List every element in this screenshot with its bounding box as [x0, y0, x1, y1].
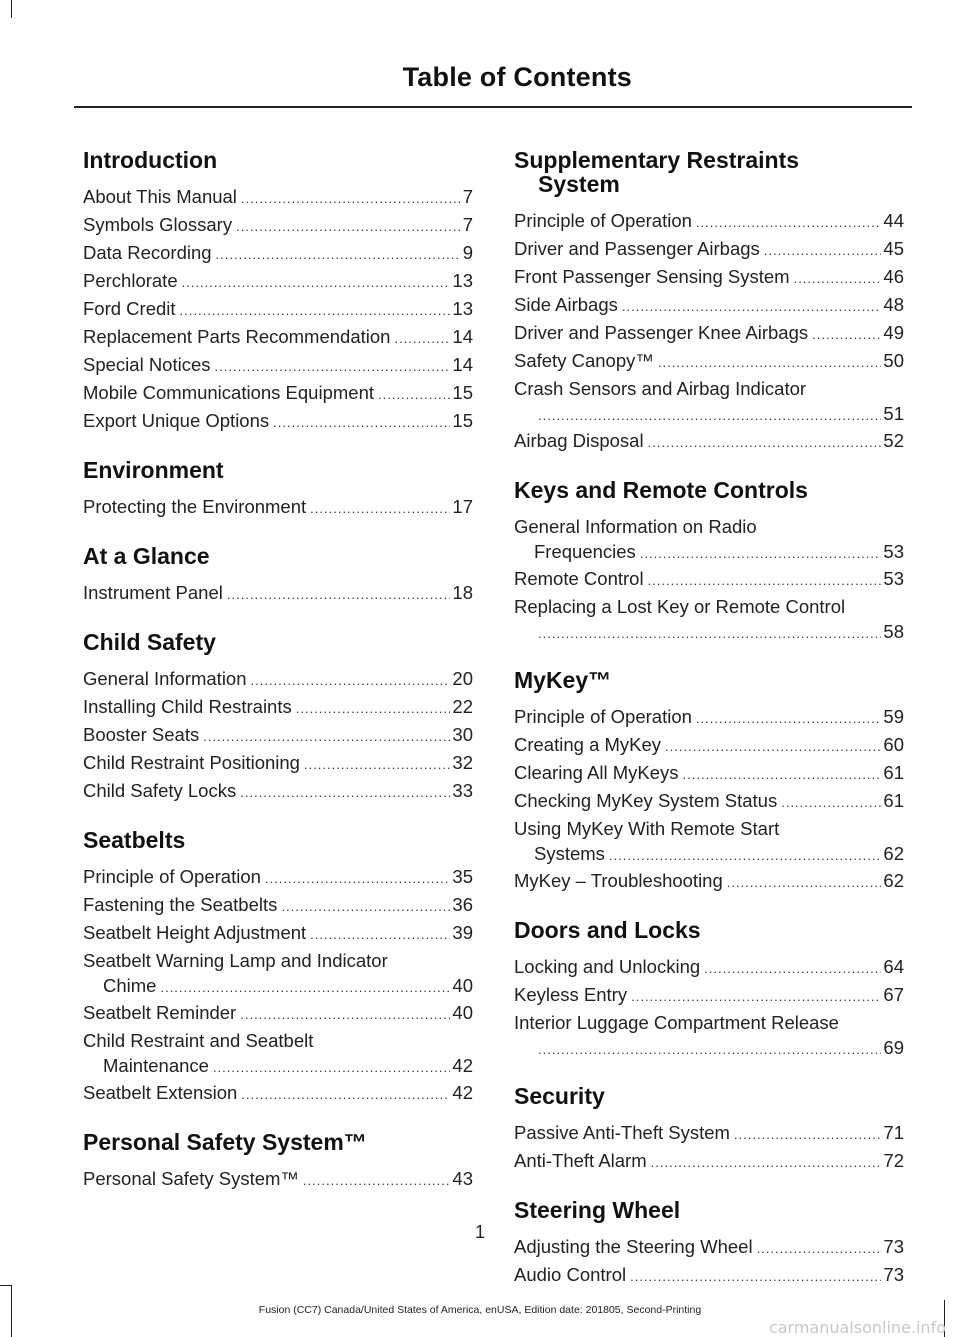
toc-entry-label: Fastening the Seatbelts: [83, 894, 278, 915]
toc-entry-page: 39: [452, 922, 473, 943]
dot-leader: [727, 870, 882, 896]
toc-section: [83, 828, 473, 1108]
dot-leader: [296, 696, 451, 722]
toc-entry-label: Crash Sensors and Airbag Indicator: [514, 378, 807, 399]
dot-leader: [538, 622, 881, 646]
dot-leader: [538, 404, 881, 428]
toc-entry-page: 64: [883, 956, 904, 977]
toc-entry-label: Safety Canopy™: [514, 350, 654, 371]
section-heading-text: MyKey™: [514, 667, 612, 693]
dot-leader: [764, 238, 882, 264]
toc-entry-label: Seatbelt Warning Lamp and Indicator: [83, 950, 388, 971]
toc-entry[interactable]: [514, 376, 904, 428]
section-heading-text: Doors and Locks: [514, 917, 701, 943]
toc-entry[interactable]: [514, 982, 904, 1010]
toc-entry-page: 48: [883, 294, 904, 315]
section-heading: [514, 918, 904, 942]
toc-entry-page: 40: [452, 975, 473, 996]
toc-entry[interactable]: [83, 694, 473, 722]
dot-leader: [538, 1038, 881, 1062]
toc-section: [514, 918, 904, 1062]
toc-entry[interactable]: [83, 778, 473, 806]
toc-entry[interactable]: [514, 954, 904, 982]
toc-entry-label: Keyless Entry: [514, 984, 628, 1005]
dot-leader: [812, 322, 881, 348]
dot-leader: [240, 780, 450, 806]
toc-entry-label: Principle of Operation: [514, 210, 692, 231]
toc-entry-label: Creating a MyKey: [514, 734, 662, 755]
dot-leader: [378, 382, 450, 408]
section-heading-text: Environment: [83, 457, 224, 483]
toc-entry-page: 52: [883, 430, 904, 451]
dot-leader: [696, 210, 882, 236]
section-heading: [514, 148, 904, 196]
footer-edition-text: Fusion (CC7) Canada/United States of America, enUSA, Edition date: 201805, Second-Printing: [258, 1304, 702, 1316]
toc-entry-continuation: [83, 974, 473, 1000]
toc-entry-label-cont: Systems: [534, 843, 605, 864]
toc-entry[interactable]: [83, 324, 473, 352]
toc-entry-page: 62: [883, 870, 904, 891]
toc-entry-page: 42: [452, 1082, 473, 1103]
toc-entry-label: Audio Control: [514, 1264, 627, 1285]
dot-leader: [310, 922, 450, 948]
toc-entry[interactable]: [83, 268, 473, 296]
toc-entry-label: About This Manual: [83, 186, 237, 207]
toc-entry-continuation: [514, 1036, 904, 1062]
toc-entry[interactable]: [514, 732, 904, 760]
toc-entry[interactable]: [514, 320, 904, 348]
section-heading: [83, 630, 473, 654]
crop-mark-top-left: [11, 0, 12, 18]
toc-entry-page: 15: [452, 382, 473, 403]
toc-entry-page: 36: [452, 894, 473, 915]
toc-entry-label: Clearing All MyKeys: [514, 762, 679, 783]
toc-entry-page: 7: [462, 214, 473, 235]
toc-entry-label: Anti-Theft Alarm: [514, 1150, 647, 1171]
toc-entry-label: Special Notices: [83, 354, 211, 375]
dot-leader: [241, 1082, 450, 1108]
toc-entry-label: Booster Seats: [83, 724, 200, 745]
toc-entry[interactable]: [83, 212, 473, 240]
section-heading-text: Personal Safety System™: [83, 1129, 367, 1155]
section-heading: [83, 828, 473, 852]
toc-entry-page: 46: [883, 266, 904, 287]
toc-entry[interactable]: [83, 948, 473, 1000]
toc-left-column: [83, 148, 473, 1216]
toc-entry-label: Principle of Operation: [83, 866, 261, 887]
toc-section: [83, 148, 473, 436]
toc-entry-label-cont: Maintenance: [103, 1055, 209, 1076]
toc-section: [514, 1198, 904, 1290]
toc-section: [83, 1130, 473, 1194]
toc-entry[interactable]: [514, 760, 904, 788]
toc-entry-page: 71: [883, 1122, 904, 1143]
toc-entry-continuation: [514, 620, 904, 646]
toc-entry-label: Airbag Disposal: [514, 430, 644, 451]
toc-entry[interactable]: [514, 348, 904, 376]
toc-entry-label: Seatbelt Height Adjustment: [83, 922, 307, 943]
toc-entry-label: Driver and Passenger Knee Airbags: [514, 322, 809, 343]
toc-entry-label: Interior Luggage Compartment Release: [514, 1012, 839, 1033]
toc-entry-label: Child Restraint Positioning: [83, 752, 300, 773]
toc-entry[interactable]: [514, 236, 904, 264]
dot-leader: [160, 976, 450, 1000]
toc-entry[interactable]: [514, 514, 904, 566]
section-heading-text: Security: [514, 1083, 605, 1109]
toc-entry[interactable]: [514, 868, 904, 896]
watermark: carmanualsonline.info: [768, 1318, 946, 1337]
section-heading: [83, 458, 473, 482]
toc-entry-label: Installing Child Restraints: [83, 696, 292, 717]
toc-entry-label: Side Airbags: [514, 294, 618, 315]
toc-entry[interactable]: [514, 292, 904, 320]
dot-leader: [215, 354, 451, 380]
dot-leader: [696, 706, 882, 732]
toc-entry-page: 15: [452, 410, 473, 431]
dot-leader: [609, 844, 881, 868]
dot-leader: [203, 724, 450, 750]
dot-leader: [640, 542, 882, 566]
toc-entry-page: 18: [452, 582, 473, 603]
toc-entry-continuation: [514, 540, 904, 566]
toc-entry[interactable]: [83, 296, 473, 324]
dot-leader: [665, 734, 881, 760]
toc-entry-page: 69: [883, 1037, 904, 1058]
toc-entry[interactable]: [83, 380, 473, 408]
toc-entry[interactable]: [514, 816, 904, 868]
toc-entry[interactable]: [514, 428, 904, 456]
dot-leader: [241, 186, 461, 212]
toc-entry-page: 17: [452, 496, 473, 517]
toc-entry[interactable]: [514, 566, 904, 594]
toc-entry-page: 50: [883, 350, 904, 371]
toc-entry-label: Replacement Parts Recommendation: [83, 326, 391, 347]
toc-entry-label: Perchlorate: [83, 270, 178, 291]
toc-entry[interactable]: [83, 1080, 473, 1108]
toc-entry-label: Ford Credit: [83, 298, 176, 319]
toc-entry-page: 13: [452, 298, 473, 319]
toc-entry[interactable]: [83, 864, 473, 892]
toc-entry-page: 62: [883, 843, 904, 864]
toc-entry-page: 45: [883, 238, 904, 259]
dot-leader: [781, 790, 881, 816]
toc-entry[interactable]: [514, 1148, 904, 1176]
section-heading-text: Introduction: [83, 147, 218, 173]
toc-entry-label: General Information on Radio: [514, 516, 757, 537]
toc-entry[interactable]: [514, 264, 904, 292]
toc-entry[interactable]: [514, 1262, 904, 1290]
toc-entry[interactable]: [514, 594, 904, 646]
toc-entry-page: 13: [452, 270, 473, 291]
toc-entry-label: General Information: [83, 668, 247, 689]
section-heading-text: Supplementary Restraints: [514, 147, 800, 173]
toc-entry[interactable]: [514, 1120, 904, 1148]
toc-entry-label-cont: Frequencies: [534, 541, 636, 562]
dot-leader: [794, 266, 882, 292]
toc-entry[interactable]: [83, 666, 473, 694]
toc-entry[interactable]: [514, 788, 904, 816]
toc-entry-page: 14: [452, 354, 473, 375]
toc-entry-label: Adjusting the Steering Wheel: [514, 1236, 753, 1257]
toc-entry-label: Mobile Communications Equipment: [83, 382, 374, 403]
section-heading-text: Keys and Remote Controls: [514, 477, 808, 503]
toc-entry[interactable]: [83, 240, 473, 268]
toc-entry-label: Checking MyKey System Status: [514, 790, 778, 811]
toc-entry-label: Driver and Passenger Airbags: [514, 238, 760, 259]
dot-leader: [651, 1150, 882, 1176]
toc-entry-page: 51: [883, 403, 904, 424]
toc-entry-page: 60: [883, 734, 904, 755]
toc-entry-page: 53: [883, 541, 904, 562]
toc-section: [514, 668, 904, 896]
toc-entry[interactable]: [83, 494, 473, 522]
page-title: Table of Contents: [402, 62, 632, 92]
section-heading: [514, 478, 904, 502]
dot-leader: [180, 298, 451, 324]
dot-leader: [631, 984, 881, 1010]
toc-entry-page: 35: [452, 866, 473, 887]
toc-entry-label: Front Passenger Sensing System: [514, 266, 790, 287]
section-heading: [514, 1198, 904, 1222]
toc-entry-page: 73: [883, 1264, 904, 1285]
toc-entry-label: Remote Control: [514, 568, 644, 589]
toc-entry-continuation: [514, 402, 904, 428]
toc-entry-page: 49: [883, 322, 904, 343]
toc-entry-label: Child Safety Locks: [83, 780, 237, 801]
dot-leader: [704, 956, 881, 982]
toc-entry[interactable]: [83, 892, 473, 920]
toc-entry-continuation: [514, 842, 904, 868]
toc-entry-page: 9: [462, 242, 473, 263]
toc-entry[interactable]: [83, 1000, 473, 1028]
section-heading: [514, 1084, 904, 1108]
toc-entry-label: Principle of Operation: [514, 706, 692, 727]
dot-leader: [648, 568, 882, 594]
toc-entry[interactable]: [83, 408, 473, 436]
toc-entry-page: 58: [883, 621, 904, 642]
toc-entry-page: 33: [452, 780, 473, 801]
toc-entry-label: Data Recording: [83, 242, 212, 263]
dot-leader: [213, 1056, 450, 1080]
toc-entry-label: MyKey – Troubleshooting: [514, 870, 723, 891]
toc-right-column: [514, 148, 904, 1312]
toc-entry-label: Symbols Glossary: [83, 214, 233, 235]
toc-entry[interactable]: [514, 704, 904, 732]
toc-section: [514, 148, 904, 456]
section-heading-continuation: System: [538, 171, 620, 197]
dot-leader: [683, 762, 882, 788]
dot-leader: [251, 668, 451, 694]
toc-entry-page: 59: [883, 706, 904, 727]
section-heading-text: Steering Wheel: [514, 1197, 681, 1223]
toc-entry-page: 61: [883, 762, 904, 783]
toc-entry-label: Instrument Panel: [83, 582, 223, 603]
toc-entry[interactable]: [83, 1166, 473, 1194]
section-heading-text: At a Glance: [83, 543, 210, 569]
dot-leader: [394, 326, 450, 352]
dot-leader: [303, 1168, 451, 1194]
toc-entry[interactable]: [83, 580, 473, 608]
title-divider: [74, 106, 912, 108]
toc-entry-page: 14: [452, 326, 473, 347]
toc-entry-page: 67: [883, 984, 904, 1005]
toc-entry-page: 61: [883, 790, 904, 811]
toc-entry-page: 32: [452, 752, 473, 773]
toc-entry[interactable]: [83, 1028, 473, 1080]
toc-entry-page: 43: [452, 1168, 473, 1189]
section-heading-text: Child Safety: [83, 629, 216, 655]
toc-entry-continuation: [83, 1054, 473, 1080]
dot-leader: [648, 430, 882, 456]
toc-section: [83, 458, 473, 522]
toc-entry-page: 40: [452, 1002, 473, 1023]
dot-leader: [734, 1122, 882, 1148]
toc-entry-page: 22: [452, 696, 473, 717]
dot-leader: [265, 866, 451, 892]
dot-leader: [273, 410, 450, 436]
dot-leader: [236, 214, 461, 240]
toc-section: [514, 1084, 904, 1176]
toc-section: [83, 544, 473, 608]
toc-entry-page: 44: [883, 210, 904, 231]
toc-section: [514, 478, 904, 646]
dot-leader: [622, 294, 882, 320]
dot-leader: [227, 582, 451, 608]
toc-entry-page: 7: [462, 186, 473, 207]
toc-entry[interactable]: [83, 184, 473, 212]
toc-entry-page: 53: [883, 568, 904, 589]
toc-entry[interactable]: [514, 1010, 904, 1062]
section-heading: [83, 1130, 473, 1154]
toc-entry[interactable]: [514, 208, 904, 236]
crop-mark-bottom-left-h: [0, 1285, 11, 1286]
dot-leader: [182, 270, 451, 296]
dot-leader: [281, 894, 450, 920]
toc-entry-page: 20: [452, 668, 473, 689]
toc-entry[interactable]: [83, 722, 473, 750]
toc-entry-label: Locking and Unlocking: [514, 956, 701, 977]
toc-entry[interactable]: [83, 750, 473, 778]
dot-leader: [240, 1002, 450, 1028]
toc-entry-label: Personal Safety System™: [83, 1168, 299, 1189]
toc-entry-page: 30: [452, 724, 473, 745]
toc-entry-page: 42: [452, 1055, 473, 1076]
section-heading: [83, 148, 473, 172]
toc-entry-page: 73: [883, 1236, 904, 1257]
toc-entry-label: Seatbelt Extension: [83, 1082, 238, 1103]
toc-entry-label: Child Restraint and Seatbelt: [83, 1030, 314, 1051]
page-number: 1: [474, 1222, 485, 1242]
dot-leader: [310, 496, 450, 522]
toc-entry-label-cont: Chime: [103, 975, 157, 996]
toc-entry-label: Seatbelt Reminder: [83, 1002, 237, 1023]
toc-entry-page: 72: [883, 1150, 904, 1171]
toc-entry[interactable]: [83, 920, 473, 948]
section-heading-text: Seatbelts: [83, 827, 186, 853]
toc-entry-label: Replacing a Lost Key or Remote Control: [514, 596, 846, 617]
toc-entry-label: Using MyKey With Remote Start: [514, 818, 780, 839]
dot-leader: [216, 242, 461, 268]
dot-leader: [630, 1264, 881, 1290]
dot-leader: [658, 350, 882, 376]
toc-entry[interactable]: [83, 352, 473, 380]
toc-entry-label: Protecting the Environment: [83, 496, 307, 517]
section-heading: [514, 668, 904, 692]
toc-section: [83, 630, 473, 806]
toc-entry-label: Passive Anti-Theft System: [514, 1122, 730, 1143]
section-heading: [83, 544, 473, 568]
dot-leader: [304, 752, 450, 778]
toc-entry-label: Export Unique Options: [83, 410, 270, 431]
